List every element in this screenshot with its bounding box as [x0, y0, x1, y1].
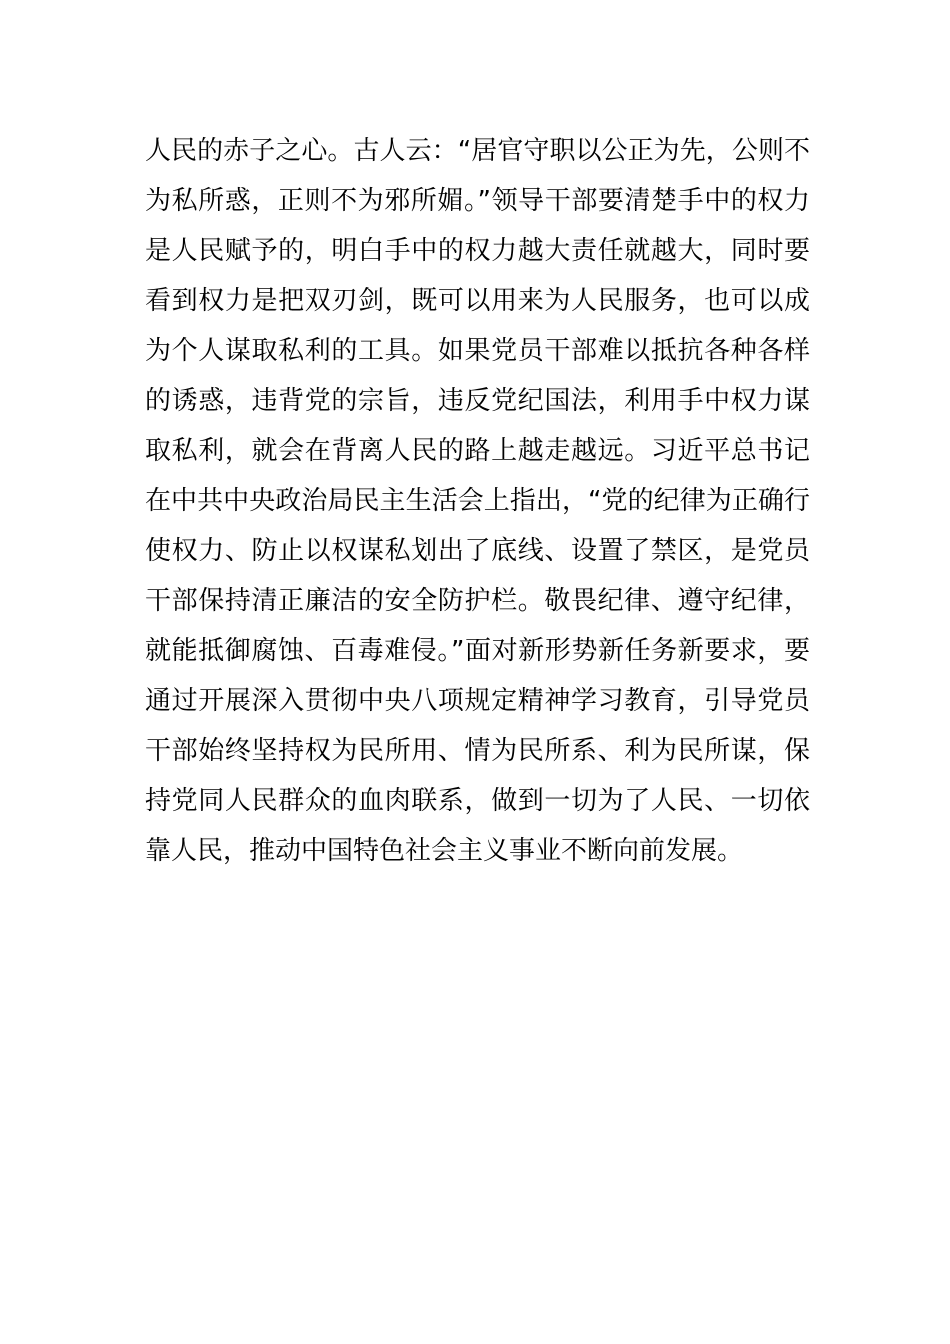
text-line: 为私所惑，正则不为邪所媚。”领导干部要清楚手中的权力 — [145, 186, 810, 216]
text-line: 使权力、防止以权谋私划出了底线、设置了禁区，是党员 — [145, 536, 810, 566]
text-line: 取私利，就会在背离人民的路上越走越远。习近平总书记 — [145, 436, 810, 466]
text-line: 持党同人民群众的血肉联系，做到一切为了人民、一切依 — [145, 786, 810, 816]
text-line: 干部保持清正廉洁的安全防护栏。敬畏纪律、遵守纪律， — [145, 586, 810, 616]
text-line: 通过开展深入贯彻中央八项规定精神学习教育，引导党员 — [145, 686, 810, 716]
text-line: 就能抵御腐蚀、百毒难侵。”面对新形势新任务新要求，要 — [145, 636, 810, 666]
text-line: 为个人谋取私利的工具。如果党员干部难以抵抗各种各样 — [145, 336, 810, 366]
text-line: 干部始终坚持权为民所用、情为民所系、利为民所谋，保 — [145, 736, 810, 766]
body-paragraph — [145, 126, 810, 876]
text-line: 是人民赋予的，明白手中的权力越大责任就越大，同时要 — [145, 236, 810, 266]
text-line: 在中共中央政治局民主生活会上指出，“党的纪律为正确行 — [145, 486, 810, 516]
text-line: 看到权力是把双刃剑，既可以用来为人民服务，也可以成 — [145, 286, 810, 316]
text-line: 的诱惑，违背党的宗旨，违反党纪国法，利用手中权力谋 — [145, 386, 810, 416]
text-line-last: 靠人民，推动中国特色社会主义事业不断向前发展。 — [145, 836, 744, 866]
text-line: 人民的赤子之心。古人云：“居官守职以公正为先，公则不 — [145, 136, 810, 166]
